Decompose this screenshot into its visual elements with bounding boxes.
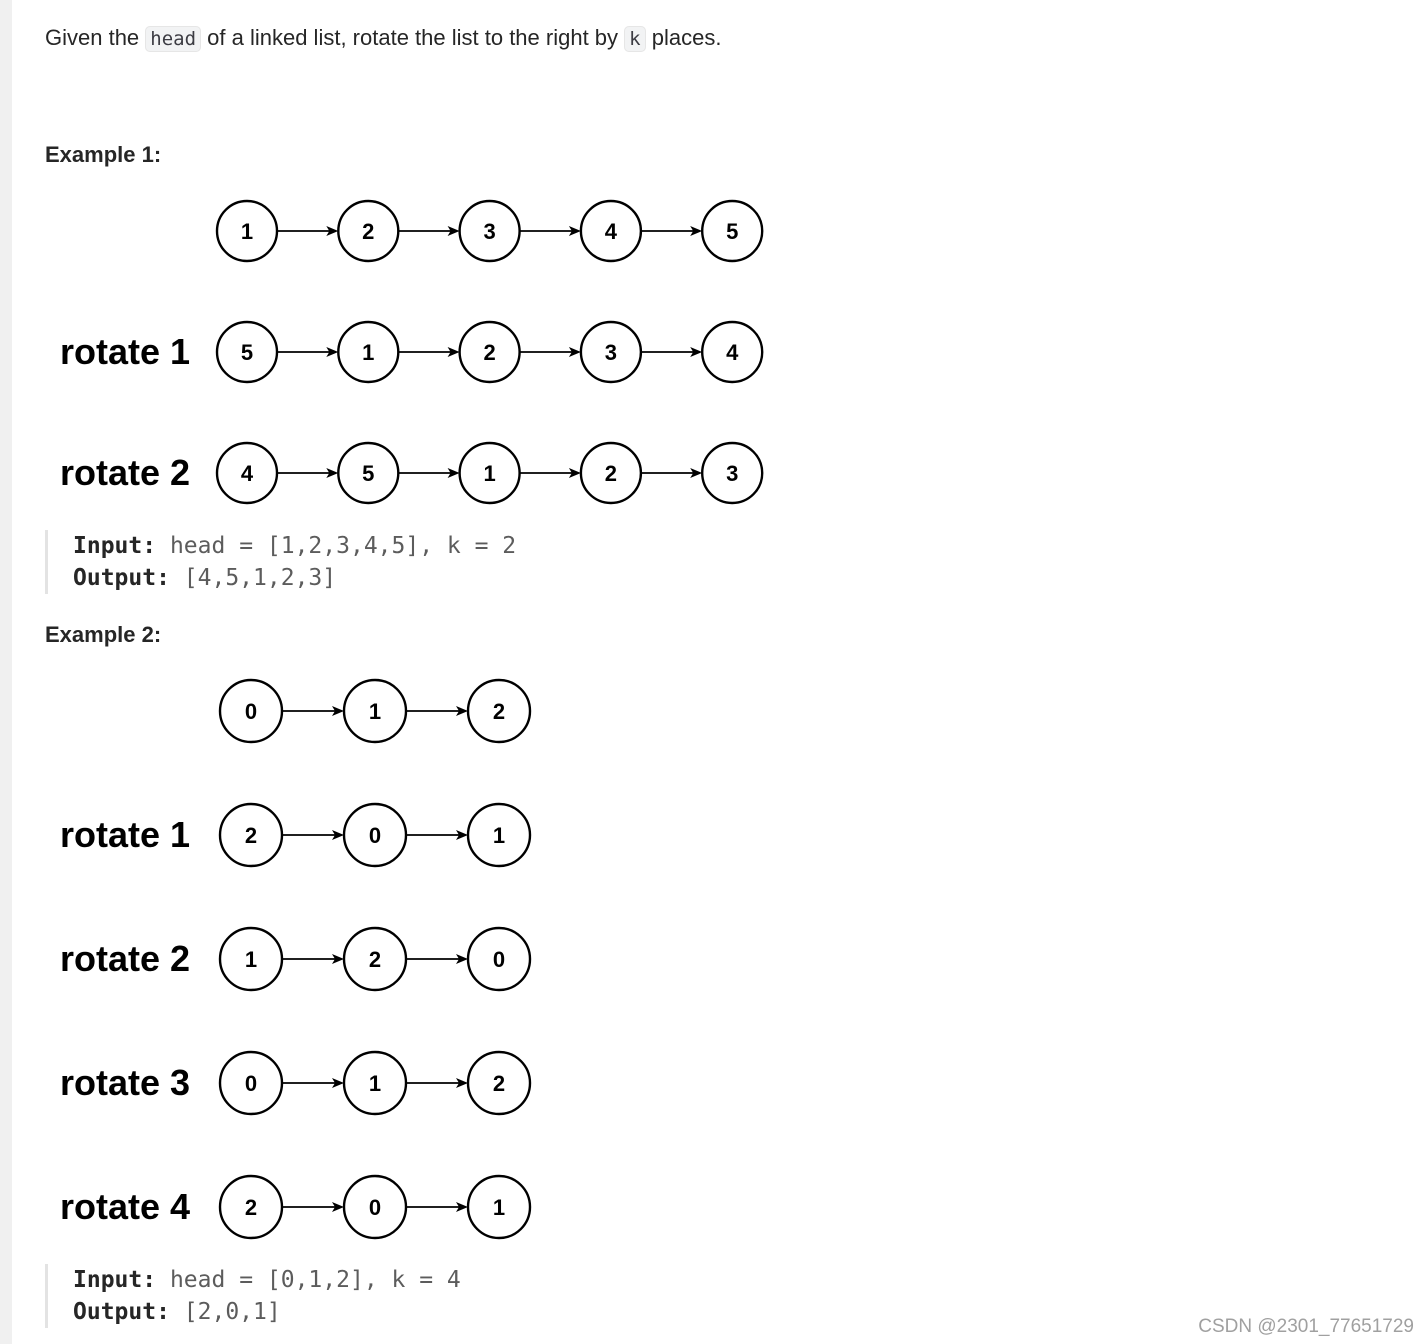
node-value: 0: [368, 1195, 382, 1220]
input-label: Input:: [73, 1267, 157, 1293]
example-1-io: [45, 530, 516, 594]
example-2-diagram: [0, 670, 600, 1250]
node-value: 3: [726, 461, 739, 486]
example-1-diagram: [0, 190, 820, 520]
list-row: [60, 1052, 530, 1114]
input-value: head = [0,1,2], k = 4: [169, 1267, 461, 1293]
node-value: 0: [244, 699, 258, 724]
example-2-io: [45, 1264, 461, 1328]
row-label: rotate 1: [60, 331, 191, 372]
node-value: 4: [240, 461, 254, 486]
node-value: 5: [362, 461, 375, 486]
list-row: [60, 928, 530, 990]
node-value: 2: [244, 823, 258, 848]
node-value: 3: [604, 340, 618, 365]
output-label: Output:: [73, 1299, 170, 1325]
output-value: [2,0,1]: [183, 1299, 281, 1325]
node-value: 3: [483, 219, 496, 244]
node-value: 1: [483, 461, 496, 486]
node-value: 2: [362, 219, 375, 244]
k-code: k: [624, 26, 645, 52]
input-value: head = [1,2,3,4,5], k = 2: [169, 533, 517, 559]
list-row: [60, 1176, 530, 1238]
node-value: 0: [492, 947, 506, 972]
node-value: 4: [726, 340, 739, 365]
node-value: 2: [244, 1195, 258, 1220]
input-label: Input:: [73, 533, 157, 559]
list-row: [60, 804, 530, 866]
node-value: 0: [244, 1071, 258, 1096]
row-label: rotate 2: [60, 452, 191, 493]
node-value: 0: [368, 823, 382, 848]
node-value: 2: [492, 699, 506, 724]
row-label: rotate 4: [60, 1186, 191, 1227]
node-value: 1: [368, 1071, 382, 1096]
list-row: [217, 201, 762, 261]
node-value: 5: [240, 340, 254, 365]
node-value: 1: [492, 823, 506, 848]
example-2-title: Example 2:: [45, 622, 162, 647]
node-value: 2: [604, 461, 618, 486]
output-label: Output:: [73, 565, 170, 591]
node-value: 4: [604, 219, 618, 244]
csdn-watermark: CSDN @2301_77651729: [1198, 1316, 1414, 1337]
node-value: 1: [244, 947, 258, 972]
node-value: 2: [483, 340, 496, 365]
node-value: 1: [240, 219, 254, 244]
head-code: head: [145, 26, 201, 52]
problem-description: [45, 22, 721, 55]
node-value: 1: [362, 340, 375, 365]
node-value: 1: [368, 699, 382, 724]
desc-text-2: of a linked list, rotate the list to the right by: [201, 25, 625, 50]
node-value: 5: [726, 219, 739, 244]
list-row: [60, 322, 762, 382]
output-value: [4,5,1,2,3]: [183, 565, 337, 591]
node-value: 2: [492, 1071, 506, 1096]
row-label: rotate 3: [60, 1062, 191, 1103]
row-label: rotate 2: [60, 938, 191, 979]
row-label: rotate 1: [60, 814, 191, 855]
example-1-title: Example 1:: [45, 142, 162, 167]
list-row: [220, 680, 530, 742]
desc-text-1: Given the: [45, 25, 146, 50]
list-row: [60, 443, 762, 503]
node-value: 2: [368, 947, 382, 972]
node-value: 1: [492, 1195, 506, 1220]
desc-text-3: places.: [645, 25, 722, 50]
